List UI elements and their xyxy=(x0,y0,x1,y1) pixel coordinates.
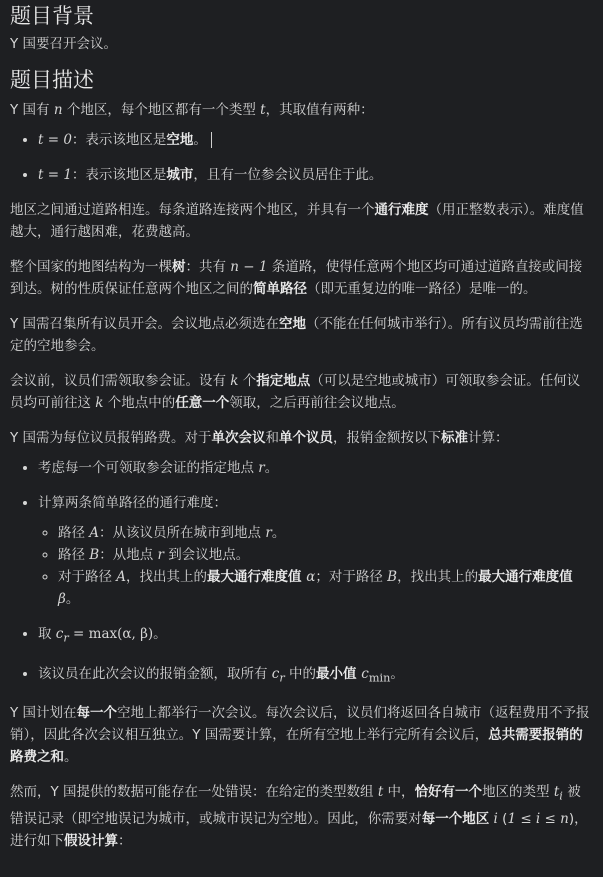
bold-text: 任意一个 xyxy=(175,395,230,411)
bold-text: 空地 xyxy=(166,132,194,148)
math-sub: r xyxy=(279,671,285,685)
text: 取 xyxy=(38,626,56,642)
bold-text: 城市 xyxy=(166,167,194,183)
text: 整个国家的地图结构为一棵 xyxy=(10,259,172,275)
math-beta: β xyxy=(58,591,66,607)
text: 到会议地点。 xyxy=(163,547,250,563)
text: 中的 xyxy=(284,665,317,682)
text: Y 国有 xyxy=(10,102,54,118)
text: Y 国计划在 xyxy=(10,705,77,722)
bold-text: 单次会议 xyxy=(211,430,266,446)
para-reimburse xyxy=(10,427,593,449)
sub-list-item xyxy=(58,544,593,566)
list-item xyxy=(38,663,593,690)
text: ，报销金额按以下 xyxy=(333,430,442,446)
text: ：从地点 xyxy=(99,547,158,563)
bold-text: 最大通行难度值 xyxy=(478,569,573,585)
text: 。 xyxy=(271,525,286,541)
text: Y 国需召集所有议员开会。会议地点必须选在 xyxy=(10,316,280,332)
text: ；对于路径 xyxy=(315,569,388,585)
math-sub: min xyxy=(368,671,391,685)
bold-text: 通行难度 xyxy=(374,202,429,218)
text: 该议员在此次会议的报销金额，取所有 xyxy=(38,665,272,682)
text: 中， xyxy=(383,784,415,801)
text: 计算两条简单路径的通行难度： xyxy=(38,495,227,511)
bold-text: 最大通行难度值 xyxy=(207,569,307,585)
text: ：从该议员所在城市到地点 xyxy=(99,525,266,541)
bold-text: 总共需要报销的路费之和 xyxy=(10,727,583,766)
math-i: i xyxy=(493,811,498,828)
text: 。 xyxy=(264,460,279,476)
text: 。 xyxy=(65,591,80,607)
step-list xyxy=(10,457,593,689)
text: ：表示该地区是 xyxy=(71,132,167,148)
text: 地区的类型 xyxy=(482,784,554,801)
text: 条道路，使得任意两个地区均可通过道路直接或间接到达。树的性质保证任意两个地区之间的 xyxy=(10,259,583,297)
text: 地区之间通过道路相连。每条道路连接两个地区，并具有一个 xyxy=(10,202,375,218)
sub-list-item xyxy=(58,566,593,610)
math-expr: n − 1 xyxy=(230,259,268,275)
text: 计算： xyxy=(468,430,509,446)
math-c: c xyxy=(55,626,64,642)
text: 个 xyxy=(238,373,257,389)
sub-list-item xyxy=(58,522,593,544)
bold-text: 每一个地区 xyxy=(421,811,490,828)
math-expr: t = 0 xyxy=(38,132,72,148)
text: 个地区，每个地区都有一个类型 xyxy=(62,102,261,118)
text: 。 xyxy=(153,626,167,642)
bold-text: 空地 xyxy=(279,316,307,332)
math-alpha: α xyxy=(306,569,316,585)
text: 考虑每一个可领取参会证的指定地点 xyxy=(38,460,259,476)
math-t: t xyxy=(260,102,266,118)
bold-text: 假设计算 xyxy=(64,833,118,850)
text: 。 xyxy=(64,749,78,766)
type-list xyxy=(10,129,593,186)
text: ：共有 xyxy=(185,259,231,275)
text: ，且有一位参会议员居住于此。 xyxy=(193,167,383,183)
description-heading: 题目描述 xyxy=(10,68,94,92)
text: 领取，之后再前往会议地点。 xyxy=(229,395,405,411)
math-k: k xyxy=(230,373,239,389)
text: )，进行如下 xyxy=(10,811,588,850)
list-item xyxy=(38,164,593,186)
math-B: B xyxy=(387,569,398,585)
math-r: r xyxy=(157,547,164,563)
text: ，其取值有两种： xyxy=(265,102,374,118)
text: 。 xyxy=(193,132,207,148)
bold-text: 每一个 xyxy=(76,705,118,722)
math-sub: i xyxy=(559,790,563,804)
text: 个地点中的 xyxy=(103,395,176,411)
text: ：表示该地区是 xyxy=(71,167,167,183)
para-roads xyxy=(10,199,593,243)
text: 被错误记录（即空地误记为城市，或城市误记为空地）。因此，你需要对 xyxy=(10,784,581,828)
text: 然而，Y 国提供的数据可能存在一处错误：在给定的类型数组 xyxy=(10,784,378,801)
background-text: Y 国要召开会议。 xyxy=(10,36,118,52)
text: （即无重复边的唯一路径）是唯一的。 xyxy=(307,281,537,297)
list-item xyxy=(38,457,593,479)
math-range: 1 ≤ i ≤ n xyxy=(507,811,569,828)
math-t: t xyxy=(553,784,560,801)
math-r: r xyxy=(258,460,265,476)
math-k: k xyxy=(95,395,104,411)
text: 对于路径 xyxy=(58,569,117,585)
list-item xyxy=(38,129,593,151)
text: 路径 xyxy=(58,547,90,563)
text: 。 xyxy=(390,665,404,682)
text: ( xyxy=(497,811,508,828)
math-t: t xyxy=(377,784,384,801)
bold-text: 最小值 xyxy=(316,665,362,682)
list-item xyxy=(38,492,593,610)
math-c: c xyxy=(271,665,280,682)
text: 会议前，议员们需领取参会证。设有 xyxy=(10,373,231,389)
math-expr: = max(α, β) xyxy=(68,626,154,642)
text: （不能在任何城市举行）。所有议员均需前往选定的空地参会。 xyxy=(10,316,583,354)
text: 和 xyxy=(265,430,280,446)
bold-text: 标准 xyxy=(441,430,469,446)
math-sub: r xyxy=(63,631,69,645)
bold-text: 指定地点 xyxy=(256,373,311,389)
text: 路径 xyxy=(58,525,90,541)
para-plan xyxy=(10,702,593,768)
para-tree xyxy=(10,256,593,300)
text-cursor xyxy=(211,132,212,148)
para-error xyxy=(10,781,593,852)
text: 空地上都举行一次会议。每次会议后，议员们将返回各自城市（返程费用不予报销），因此各次会议相互独立。Y 国需要计算，在所有空地上举行完所有会议后， xyxy=(10,705,590,744)
math-n: n xyxy=(53,102,63,118)
math-A: A xyxy=(116,569,127,585)
math-r: r xyxy=(265,525,272,541)
text: Y 国需为每位议员报销路费。对于 xyxy=(10,430,212,446)
para-meeting xyxy=(10,313,593,357)
list-item xyxy=(38,623,593,650)
background-heading: 题目背景 xyxy=(10,4,94,28)
problem-statement xyxy=(0,1,603,852)
text: （可以是空地或城市）可领取参会证。任何议员均可前往这 xyxy=(10,373,581,411)
math-c: c xyxy=(361,665,369,682)
text: （用正整数表示）。难度值越大，通行越困难，花费越高。 xyxy=(10,202,584,240)
math-A: A xyxy=(89,525,100,541)
text: ，找出其上的 xyxy=(126,569,208,585)
bold-text: 简单路径 xyxy=(253,281,307,297)
bold-text: 树 xyxy=(172,259,186,275)
bold-text: 恰好有一个 xyxy=(414,784,483,801)
text: ，找出其上的 xyxy=(397,569,479,585)
math-expr: t = 1 xyxy=(38,167,72,183)
bold-text: 单个议员 xyxy=(279,430,334,446)
text: ： xyxy=(118,833,132,850)
sub-list xyxy=(38,522,593,610)
para-pass xyxy=(10,370,593,414)
para-regions xyxy=(10,99,593,121)
math-B: B xyxy=(89,547,100,563)
